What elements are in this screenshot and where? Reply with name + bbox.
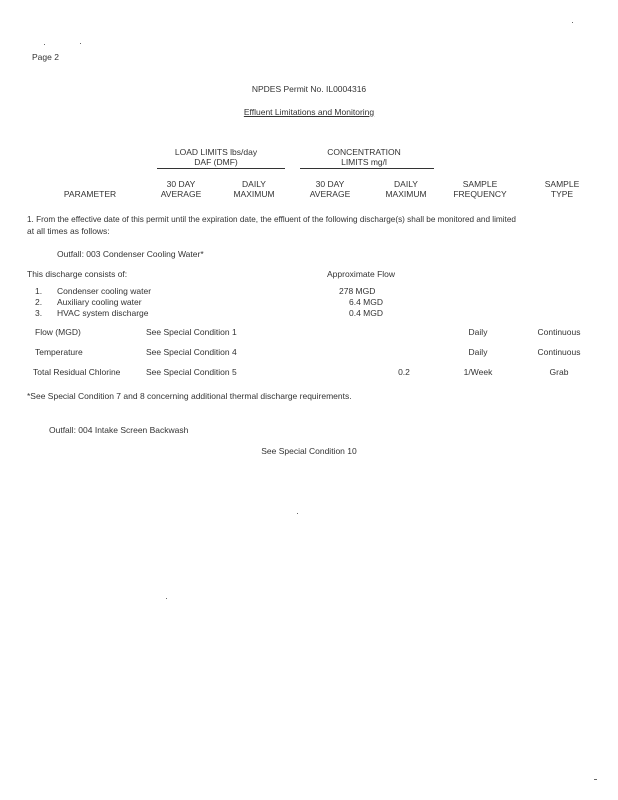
- page-label: Page 2: [32, 52, 59, 62]
- discharge-consists-label: This discharge consists of:: [27, 269, 128, 279]
- component-flow: 278 MGD: [339, 286, 376, 296]
- row-parameter-temperature: Temperature: [35, 347, 83, 357]
- section-title: Effluent Limitations and Monitoring: [243, 107, 375, 117]
- load-limits-rule: [157, 168, 285, 169]
- component-number: 3.: [35, 308, 43, 318]
- outfall-004-title: Outfall: 004 Intake Screen Backwash: [49, 425, 189, 435]
- scan-speck: [44, 44, 45, 45]
- scan-speck: [166, 598, 167, 599]
- permit-title: NPDES Permit No. IL0004316: [251, 84, 367, 94]
- row-type-flow: Continuous: [537, 327, 581, 337]
- row-frequency-chlorine: 1/Week: [463, 367, 493, 377]
- load-daily-subheader: MAXIMUM: [233, 189, 275, 199]
- conc-daily-header: DAILY: [394, 179, 418, 189]
- row-type-chlorine: Grab: [549, 367, 569, 377]
- outfall-003-title: Outfall: 003 Condenser Cooling Water*: [57, 249, 204, 259]
- scan-speck: [594, 779, 597, 780]
- row-frequency-temperature: Daily: [468, 347, 488, 357]
- approximate-flow-header: Approximate Flow: [327, 269, 396, 279]
- load-30day-header: 30 DAY: [166, 179, 196, 189]
- component-flow: 6.4 MGD: [349, 297, 384, 307]
- row-parameter-flow: Flow (MGD): [35, 327, 81, 337]
- scan-speck: [572, 22, 573, 23]
- component-flow: 0.4 MGD: [349, 308, 384, 318]
- component-name: Condenser cooling water: [57, 286, 152, 296]
- scan-speck: [297, 513, 298, 514]
- row-type-temperature: Continuous: [537, 347, 581, 357]
- frequency-subheader: FREQUENCY: [453, 189, 507, 199]
- type-header: SAMPLE: [544, 179, 580, 189]
- row-conc-max-chlorine: 0.2: [398, 367, 410, 377]
- parameter-header: PARAMETER: [63, 189, 117, 199]
- frequency-header: SAMPLE: [462, 179, 498, 189]
- load-30day-subheader: AVERAGE: [160, 189, 202, 199]
- load-daily-header: DAILY: [242, 179, 266, 189]
- component-name: HVAC system discharge: [57, 308, 149, 318]
- row-limits-flow: See Special Condition 1: [146, 327, 237, 337]
- conc-30day-subheader: AVERAGE: [309, 189, 351, 199]
- conc-daily-subheader: MAXIMUM: [385, 189, 427, 199]
- component-number: 1.: [35, 286, 43, 296]
- load-limits-header: LOAD LIMITS lbs/day: [174, 147, 258, 157]
- intro-paragraph: 1. From the effective date of this permit until the expiration date, the effluent of the following discharge(s) shall be monitored and limited: [27, 216, 516, 224]
- concentration-header: CONCENTRATION: [327, 147, 401, 157]
- conc-30day-header: 30 DAY: [315, 179, 345, 189]
- component-name: Auxiliary cooling water: [57, 297, 142, 307]
- footnote: *See Special Condition 7 and 8 concerning additional thermal discharge requirements.: [27, 391, 352, 401]
- load-limits-subheader: DAF (DMF): [194, 157, 238, 167]
- outfall-004-reference: See Special Condition 10: [261, 446, 357, 456]
- intro-paragraph-continued: at all times as follows:: [27, 226, 110, 236]
- row-limits-temperature: See Special Condition 4: [146, 347, 237, 357]
- scan-speck: [80, 43, 81, 44]
- row-limits-chlorine: See Special Condition 5: [146, 367, 237, 377]
- concentration-subheader: LIMITS mg/l: [341, 157, 387, 167]
- row-parameter-chlorine: Total Residual Chlorine: [33, 367, 121, 377]
- row-frequency-flow: Daily: [468, 327, 488, 337]
- concentration-rule: [300, 168, 434, 169]
- component-number: 2.: [35, 297, 43, 307]
- type-subheader: TYPE: [550, 189, 574, 199]
